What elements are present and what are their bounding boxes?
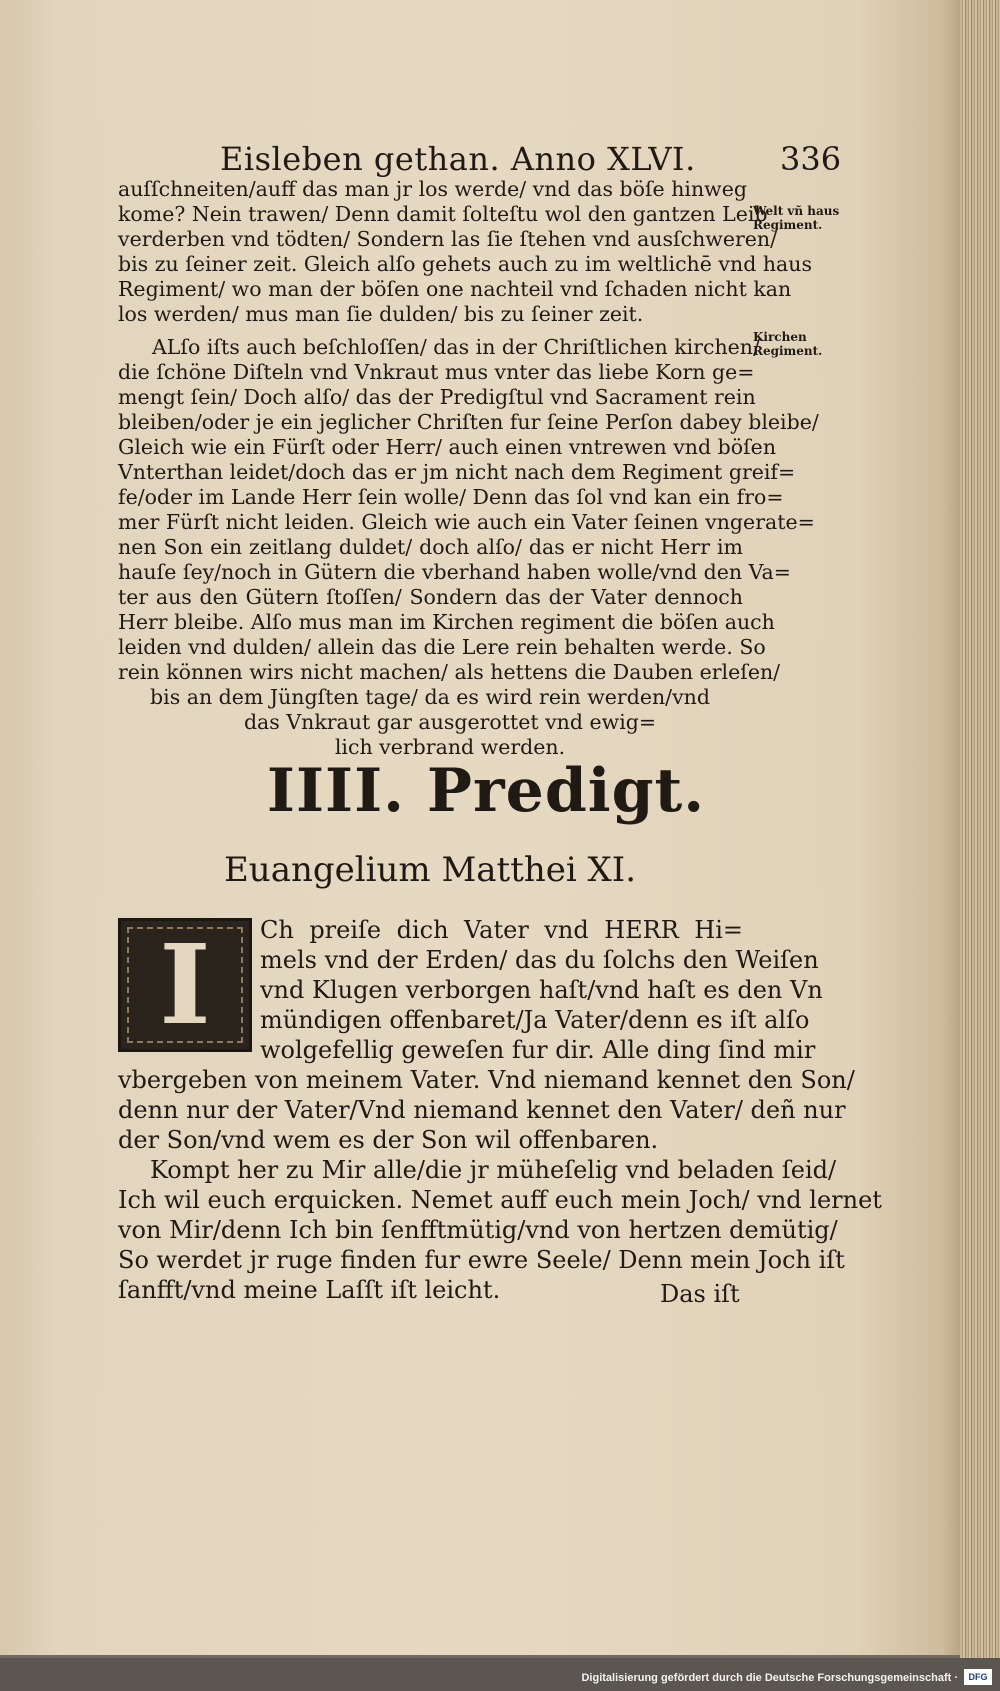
text-line: Regiment/ wo man der böſen one nachteil vnd ſchaden nicht kan: [118, 277, 792, 301]
text-line: Vnterthan leidet/doch das er jm nicht nach dem Regiment greif=: [118, 460, 796, 484]
gospel-line: von Mir/denn Ich bin ſenfftmütig/vnd von hertzen demütig/: [118, 1216, 838, 1244]
gospel-line: Ch preiſe dich Vater vnd HERR Hi=: [260, 916, 743, 944]
gospel-line: ſanfft/vnd meine Laſſt iſt leicht.: [118, 1276, 501, 1304]
catchword: Das iſt: [660, 1280, 740, 1308]
text-line: leiden vnd dulden/ allein das die Lere rein behalten werde. So: [118, 635, 766, 659]
text-line: fe/oder im Lande Herr ſein wolle/ Denn das ſol vnd kan ein fro=: [118, 485, 784, 509]
text-line: bis zu ſeiner zeit. Gleich alſo gehets auch zu im weltlichē vnd haus: [118, 252, 812, 276]
page-number: 336: [780, 140, 842, 178]
text-line: Gleich wie ein Fürſt oder Herr/ auch einen vntrewen vnd böſen: [118, 435, 777, 459]
text-line: auſſchneiten/auff das man jr los werde/ vnd das böſe hinweg: [118, 177, 747, 201]
text-line: lich verbrand werden.: [334, 735, 566, 759]
text-line: das Vnkraut gar ausgerottet vnd ewig=: [243, 710, 657, 734]
text-line: los werden/ mus man ſie dulden/ bis zu ſeiner zeit.: [118, 302, 644, 326]
text-line: bis an dem Jüngſten tage/ da es wird rein werden/vnd: [150, 685, 710, 709]
text-line: mengt ſein/ Doch alſo/ das der Predigſtul vnd Sacrament rein: [118, 385, 756, 409]
gospel-line: wolgefellig geweſen fur dir. Alle ding ſind mir: [260, 1036, 816, 1064]
section-heading: IIII. Predigt.: [266, 756, 706, 826]
gospel-line: So werdet jr ruge finden fur ewre Seele/ Denn mein Joch iſt: [118, 1246, 845, 1274]
text-line: bleiben/oder je ein jeglicher Chriſten fur ſeine Perſon dabey bleibe/: [118, 410, 819, 434]
text-line: nen Son ein zeitlang duldet/ doch alſo/ das er nicht Herr im: [118, 535, 743, 559]
text-line: ALſo iſts auch beſchloſſen/ das in der Chriſtlichen kirchen/: [152, 335, 760, 359]
text-line: kome? Nein trawen/ Denn damit ſolteſtu wol den gantzen Leib: [118, 202, 768, 226]
gospel-line: vbergeben von meinem Vater. Vnd niemand kennet den Son/: [118, 1066, 855, 1094]
gospel-line: der Son/vnd wem es der Son wil offenbaren.: [118, 1126, 659, 1154]
decorated-initial: [118, 918, 252, 1052]
gospel-line: vnd Klugen verborgen haſt/vnd haſt es den Vn: [260, 976, 823, 1004]
gospel-line: mündigen offenbaret/Ja Vater/denn es iſt alſo: [260, 1006, 810, 1034]
text-line: ter aus den Gütern ſtoſſen/ Sondern das der Vater dennoch: [118, 585, 743, 609]
text-line: mer Fürſt nicht leiden. Gleich wie auch ein Vater ſeinen vngerate=: [118, 510, 815, 534]
text-line: Herr bleibe. Alſo mus man im Kirchen regiment die böſen auch: [118, 610, 775, 634]
book-edge: [960, 0, 1000, 1660]
gospel-line: Kompt her zu Mir alle/die jr müheſelig vnd beladen ſeid/: [150, 1156, 837, 1184]
gospel-line: mels vnd der Erden/ das du ſolchs den Weiſen: [260, 946, 819, 974]
text-line: hauſe ſey/noch in Gütern die vberhand haben wolle/vnd den Va=: [118, 560, 791, 584]
footer-credit: Digitalisierung gefördert durch die Deutsche Forschungsgemeinschaft ·: [581, 1672, 958, 1684]
text-line: die ſchöne Diſteln vnd Vnkraut mus vnter das liebe Korn ge=: [118, 360, 755, 384]
gospel-line: Ich wil euch erquicken. Nemet auff euch mein Joch/ vnd lernet: [118, 1186, 882, 1214]
margin-note-kirchen-regiment: Kirchen Regiment.: [753, 330, 823, 358]
text-line: rein können wirs nicht machen/ als hettens die Dauben erleſen/: [118, 660, 781, 684]
section-subheading: Euangelium Matthei XI.: [223, 850, 637, 890]
running-head: Eisleben gethan. Anno XLVI.: [220, 140, 696, 178]
text-line: verderben vnd tödten/ Sondern las ſie ſtehen vnd ausſchweren/: [118, 227, 778, 251]
gospel-line: denn nur der Vater/Vnd niemand kennet den Vater/ deñ nur: [118, 1096, 846, 1124]
dfg-logo: DFG: [964, 1669, 992, 1685]
initial-letter: I: [159, 920, 211, 1049]
margin-note-welt-regiment: Welt vñ haus Regiment.: [753, 204, 840, 232]
